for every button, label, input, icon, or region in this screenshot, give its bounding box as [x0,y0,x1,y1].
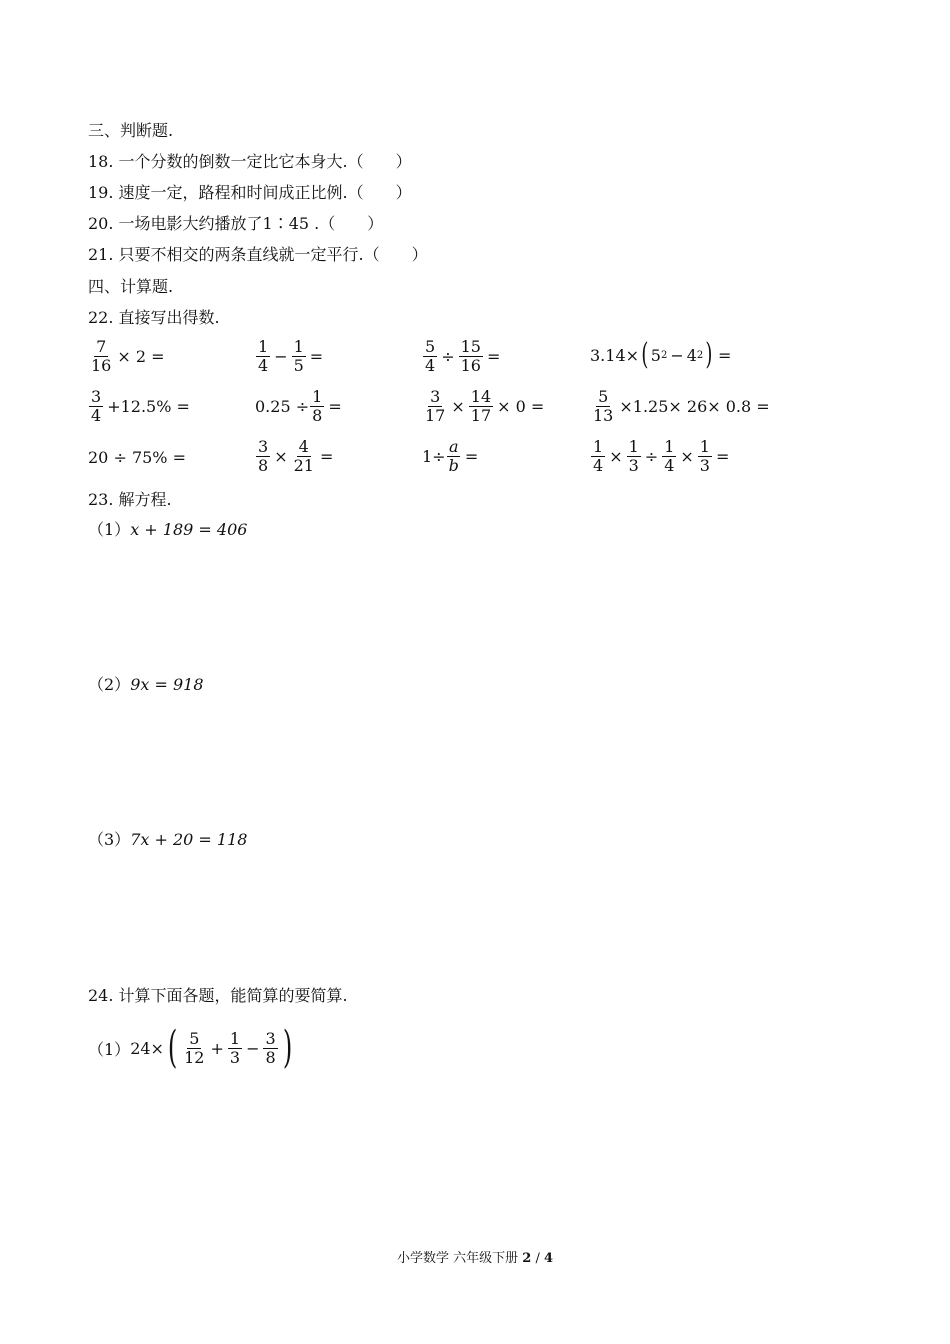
mental-r3c3: 1÷ $\frac{a}{b}$ = [422,437,479,475]
mental-r1c3: $\frac{5}{4}$ ÷ $\frac{15}{16}$ = [425,337,501,375]
mental-r2c3: $\frac{3}{17}$ × $\frac{14}{17}$ × 0 = [425,387,545,425]
mental-r2c2: 0.25 ÷ $\frac{1}{8}$ = [255,387,342,425]
mental-r1c2: $\frac{1}{4}$ − $\frac{1}{5}$ = [258,337,324,375]
mental-r2c4: $\frac{5}{13}$ ×1.25× 26× 0.8 = [593,387,770,425]
calc-1: （1） 24× ( $\frac{5}{12}$ + $\frac{1}{3}$ − $\frac{3}{8}$ ) [88,1022,292,1073]
mental-r2c1: $\frac{3}{4}$ +12.5% = [91,387,190,425]
question-21: 21. 只要不相交的两条直线就一定平行.（ ） [88,245,428,264]
equation-3: （3）7x + 20 = 118 [88,830,248,849]
equation-1: （1）x + 189 = 406 [88,520,248,539]
equation-2: （2）9x = 918 [88,675,204,694]
mental-r3c1: 20 ÷ 75% = [88,448,186,467]
page-number: 2 [522,1251,532,1266]
question-22: 22. 直接写出得数. [88,308,220,327]
section-3-heading: 三、判断题. [88,121,174,140]
mental-r1c4: 3.14× ( 5 2 − 4 2 ) = [590,337,732,372]
question-24: 24. 计算下面各题，能简算的要简算. [88,986,348,1005]
page-footer: 小学数学 六年级下册 2 / 4 [396,1251,554,1266]
mental-r1c1: $\frac{7}{16}$ × 2 = [91,337,165,375]
question-23: 23. 解方程. [88,490,172,509]
mental-r3c2: $\frac{3}{8}$ × $\frac{4}{21}$ = [258,437,334,475]
mental-r3c4: $\frac{1}{4}$ × $\frac{1}{3}$ ÷ $\frac{1}{4}$ × $\frac{1}{3}$ = [593,437,730,475]
question-19: 19. 速度一定，路程和时间成正比例.（ ） [88,183,412,202]
section-4-heading: 四、计算题. [88,277,174,296]
fraction: $\frac{7}{16}$ [91,337,112,375]
question-18: 18. 一个分数的倒数一定比它本身大.（ ） [88,152,412,171]
page-total: 4 [543,1251,554,1266]
question-20: 20. 一场电影大约播放了1∶45 .（ ） [88,214,384,233]
